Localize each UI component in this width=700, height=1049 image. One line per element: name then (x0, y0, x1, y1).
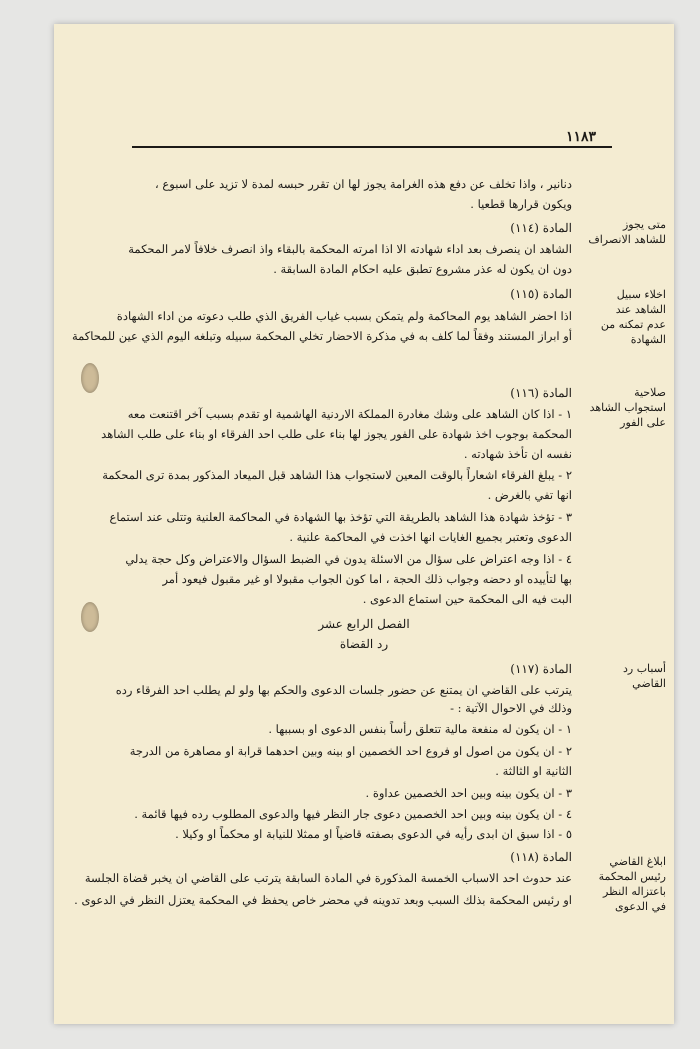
article-heading: المادة (١١٨) (510, 850, 572, 864)
margin-note-line: رئيس المحكمة (598, 870, 666, 883)
margin-note-line: عدم تمكنه من (600, 318, 666, 331)
article-heading: المادة (١١٧) (510, 662, 572, 676)
header-rule (132, 146, 612, 148)
margin-note (588, 287, 666, 347)
body-line: البت فيه الى المحكمة حين استماع الدعوى . (362, 592, 572, 606)
body-line: ٢ - ان يكون من اصول او فروع احد الخصمين او بينه وبين احدهما قرابة او مصاهرة من الدرجة (129, 744, 572, 758)
body-line: ١ - ان يكون له منفعة مالية تتعلق رأساً بنفس الدعوى او بسببها . (268, 722, 572, 736)
article-heading: المادة (١١٤) (510, 221, 572, 235)
body-line: انها تفي بالغرض . (487, 488, 572, 502)
body-line: ١ - اذا كان الشاهد على وشك مغادرة المملكة الاردنية الهاشمية او تقدم بسبب آخر اقتنعت معه (127, 407, 572, 421)
margin-note-line: الشاهد عند (615, 303, 666, 316)
body-line: ٣ - ان يكون بينه وبين احد الخصمين عداوة . (365, 786, 572, 800)
margin-note-line: للشاهد الانصراف (588, 233, 666, 246)
margin-note-line: استجواب الشاهد (589, 401, 666, 414)
body-line: المحكمة بوجوب اخذ شهادة على الفور يجوز لها بناء على طلب احد الفرقاء او بناء على طلب الشاهد (101, 427, 572, 441)
margin-note (588, 661, 666, 691)
page-number: ١١٨٣ (566, 129, 597, 145)
punch-hole (81, 602, 99, 632)
margin-note (588, 385, 666, 430)
margin-note-line: اخلاء سبيل (616, 288, 666, 301)
body-line: ويكون قرارها قطعيا . (470, 197, 572, 211)
margin-note-line: في الدعوى (615, 900, 666, 913)
body-line: يترتب على القاضي ان يمتنع عن حضور جلسات الدعوى والحكم بها ولو لم يطلب احد الفرقاء رده (115, 683, 572, 697)
margin-note-line: على الفور (620, 416, 666, 429)
chapter-title: الفصل الرابع عشر (318, 617, 410, 631)
body-line: دون ان يكون له عذر مشروع تطبق عليه احكام المادة السابقة . (273, 262, 572, 276)
body-line: ٤ - اذا وجه اعتراض على سؤال من الاسئلة يدون في الضبط السؤال والاعتراض وكل حجة يدلي (125, 552, 572, 566)
body-line: الدعوى وتعتبر بجميع الغايات انها اخذت في المحاكمة علنية . (289, 530, 572, 544)
body-line: أو ابراز المستند وفقاً لما كلف به في مذكرة الاحضار تخلي المحكمة سبيله وتبلغه اليوم الذي عين للمحاكمة (71, 329, 572, 343)
margin-note-line: ابلاغ القاضي (609, 855, 666, 868)
body-line: نفسه ان تأخذ شهادته . (463, 447, 572, 461)
body-line: ٢ - يبلغ الفرقاء اشعاراً بالوقت المعين لاستجواب هذا الشاهد قبل الميعاد المذكور بمدة ترى المحكمة (102, 468, 572, 482)
margin-note-line: متى يجوز (622, 218, 666, 231)
body-line: ٥ - اذا سبق ان ابدى رأيه في الدعوى بصفته قاضياً او ممثلا للنيابة او محكماً او وكيلا . (175, 827, 572, 841)
margin-note-line: الشهادة (630, 333, 666, 346)
body-line: دنانير ، واذا تخلف عن دفع هذه الغرامة يجوز لها ان تقرر حبسه لمدة لا تزيد على اسبوع ، (155, 177, 572, 191)
body-line: اذا احضر الشاهد يوم المحاكمة ولم يتمكن بسبب غياب الفريق الذي طلب دعوته من اداء الشهادة (116, 309, 572, 323)
body-line: بها لتأييده او دحضه وجواب ذلك الحجة ، اما كون الجواب مقبولا او غير مقبول فيعود أمر (162, 572, 572, 586)
document-page (54, 24, 674, 1024)
article-heading: المادة (١١٥) (510, 287, 572, 301)
body-line: ٣ - تؤخذ شهادة هذا الشاهد بالطريقة التي تؤخذ بها الشهادة في المحاكمة العلنية وتتلى عند استماع (109, 510, 572, 524)
body-line: ٤ - ان يكون بينه وبين احد الخصمين دعوى جار النظر فيها والدعوى المطلوب رده فيها قائمة . (134, 807, 572, 821)
punch-hole (81, 363, 99, 393)
margin-note (588, 854, 666, 914)
margin-note-line: باعتزاله النظر (603, 885, 666, 898)
chapter-subtitle: رد القضاة (339, 637, 389, 651)
margin-note-line: القاضي (632, 677, 666, 690)
body-line: عند حدوث احد الاسباب الخمسة المذكورة في المادة السابقة يترتب على القاضي ان يخبر قضاة الجلسة (84, 871, 572, 885)
body-line: الشاهد ان ينصرف بعد اداء شهادته الا اذا امرته المحكمة بالبقاء واذ انصرف خلافاً لامر المحكمة (128, 242, 572, 256)
body-line: وذلك في الاحوال الآتية : - (450, 701, 572, 715)
body-line: او رئيس المحكمة بذلك السبب وبعد تدوينه في محضر خاص يحفظ في المحكمة يعتزل النظر في الدعوى . (74, 893, 572, 907)
margin-note-line: أسباب رد (622, 662, 666, 675)
margin-note (588, 217, 666, 247)
body-line: الثانية او الثالثة . (495, 764, 572, 778)
article-heading: المادة (١١٦) (510, 386, 572, 400)
margin-note-line: صلاحية (634, 386, 666, 399)
